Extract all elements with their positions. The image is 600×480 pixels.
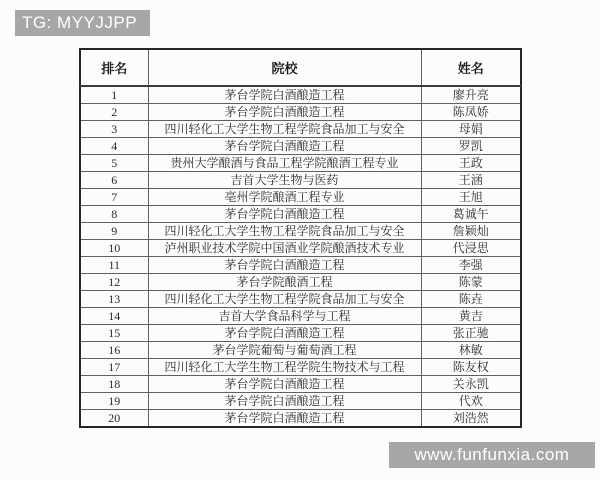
cell-name: 代欢 xyxy=(421,393,521,410)
cell-rank: 3 xyxy=(80,121,148,138)
cell-name: 王政 xyxy=(421,155,521,172)
cell-rank: 2 xyxy=(80,104,148,121)
cell-institution: 茅台学院酿酒工程 xyxy=(148,274,421,291)
table-row xyxy=(80,189,521,206)
cell-rank: 12 xyxy=(80,274,148,291)
cell-institution: 茅台学院葡萄与葡萄酒工程 xyxy=(148,342,421,359)
table-row xyxy=(80,121,521,138)
cell-institution: 吉首大学食品科学与工程 xyxy=(148,308,421,325)
cell-name: 王旭 xyxy=(421,189,521,206)
cell-institution: 四川轻化工大学生物工程学院食品加工与安全 xyxy=(148,291,421,308)
cell-institution: 茅台学院白酒酿造工程 xyxy=(148,410,421,428)
table-row xyxy=(80,206,521,223)
ranking-table xyxy=(79,48,522,428)
table-row xyxy=(80,223,521,240)
cell-rank: 6 xyxy=(80,172,148,189)
cell-rank: 9 xyxy=(80,223,148,240)
table-row xyxy=(80,240,521,257)
cell-rank: 1 xyxy=(80,86,148,104)
cell-rank: 11 xyxy=(80,257,148,274)
cell-name: 代浸思 xyxy=(421,240,521,257)
col-header-name: 姓名 xyxy=(421,49,521,86)
table-row xyxy=(80,376,521,393)
table-row xyxy=(80,155,521,172)
table-row xyxy=(80,172,521,189)
cell-name: 关永凯 xyxy=(421,376,521,393)
cell-name: 陈垚 xyxy=(421,291,521,308)
cell-name: 王涵 xyxy=(421,172,521,189)
cell-name: 李强 xyxy=(421,257,521,274)
cell-rank: 5 xyxy=(80,155,148,172)
cell-institution: 吉首大学生物与医药 xyxy=(148,172,421,189)
table-row xyxy=(80,410,521,428)
col-header-institution: 院校 xyxy=(148,49,421,86)
cell-institution: 茅台学院白酒酿造工程 xyxy=(148,86,421,104)
cell-name: 葛诚午 xyxy=(421,206,521,223)
cell-institution: 四川轻化工大学生物工程学院生物技术与工程 xyxy=(148,359,421,376)
cell-name: 母娟 xyxy=(421,121,521,138)
cell-institution: 茅台学院白酒酿造工程 xyxy=(148,138,421,155)
cell-rank: 16 xyxy=(80,342,148,359)
cell-name: 张正驰 xyxy=(421,325,521,342)
col-header-rank: 排名 xyxy=(80,49,148,86)
cell-rank: 8 xyxy=(80,206,148,223)
table-row xyxy=(80,325,521,342)
cell-institution: 泸州职业技术学院中国酒业学院酿酒技术专业 xyxy=(148,240,421,257)
cell-institution: 茅台学院白酒酿造工程 xyxy=(148,325,421,342)
cell-rank: 7 xyxy=(80,189,148,206)
table-row xyxy=(80,359,521,376)
cell-name: 黄吉 xyxy=(421,308,521,325)
cell-name: 陈友权 xyxy=(421,359,521,376)
cell-institution: 茅台学院白酒酿造工程 xyxy=(148,104,421,121)
table-row xyxy=(80,104,521,121)
cell-name: 廖升亮 xyxy=(421,86,521,104)
cell-institution: 四川轻化工大学生物工程学院食品加工与安全 xyxy=(148,121,421,138)
cell-name: 詹颖灿 xyxy=(421,223,521,240)
cell-name: 罗凯 xyxy=(421,138,521,155)
cell-name: 林敏 xyxy=(421,342,521,359)
table-row xyxy=(80,257,521,274)
cell-institution: 茅台学院白酒酿造工程 xyxy=(148,376,421,393)
table-row xyxy=(80,138,521,155)
cell-institution: 四川轻化工大学生物工程学院食品加工与安全 xyxy=(148,223,421,240)
cell-institution: 茅台学院白酒酿造工程 xyxy=(148,206,421,223)
header-row xyxy=(80,49,521,86)
table-row xyxy=(80,86,521,104)
cell-rank: 13 xyxy=(80,291,148,308)
cell-name: 刘浩然 xyxy=(421,410,521,428)
cell-rank: 14 xyxy=(80,308,148,325)
cell-rank: 17 xyxy=(80,359,148,376)
cell-rank: 15 xyxy=(80,325,148,342)
cell-institution: 贵州大学酿酒与食品工程学院酿酒工程专业 xyxy=(148,155,421,172)
table-row xyxy=(80,291,521,308)
watermark-telegram: TG: MYYJJPP xyxy=(15,10,150,36)
cell-rank: 20 xyxy=(80,410,148,428)
cell-rank: 19 xyxy=(80,393,148,410)
cell-institution: 亳州学院酿酒工程专业 xyxy=(148,189,421,206)
cell-institution: 茅台学院白酒酿造工程 xyxy=(148,393,421,410)
table-row xyxy=(80,393,521,410)
cell-rank: 10 xyxy=(80,240,148,257)
table-row xyxy=(80,308,521,325)
cell-institution: 茅台学院白酒酿造工程 xyxy=(148,257,421,274)
cell-name: 陈蒙 xyxy=(421,274,521,291)
table-row xyxy=(80,342,521,359)
cell-rank: 18 xyxy=(80,376,148,393)
watermark-website: www.funfunxia.com xyxy=(389,442,595,468)
cell-name: 陈凤娇 xyxy=(421,104,521,121)
table-row xyxy=(80,274,521,291)
cell-rank: 4 xyxy=(80,138,148,155)
